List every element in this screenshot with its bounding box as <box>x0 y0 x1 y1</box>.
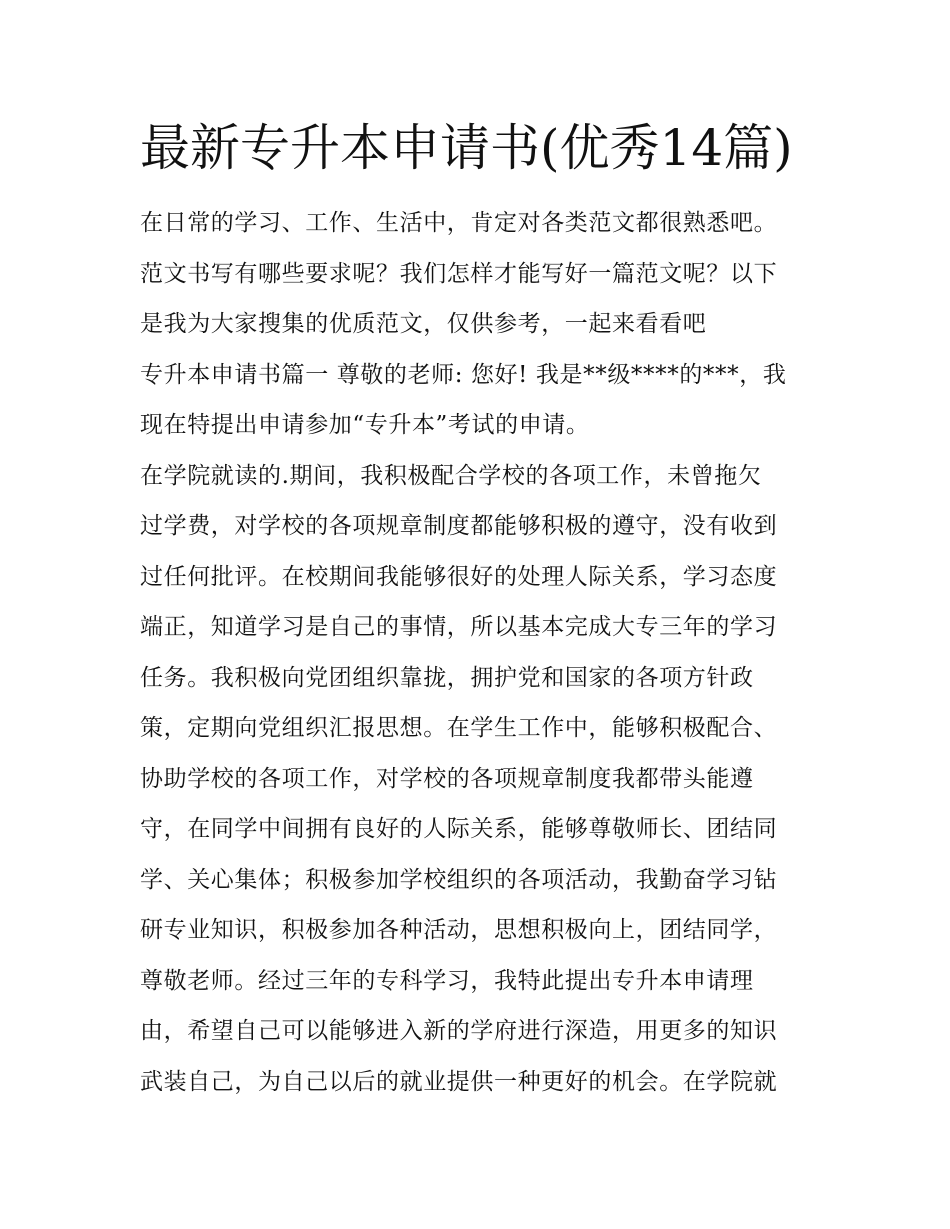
body-line: 策，定期向党组织汇报思想。在学生工作中，能够积极配合、 <box>140 715 778 741</box>
body-line: 在日常的学习、工作、生活中，肯定对各类范文都很熟悉吧。 <box>140 210 778 236</box>
document-title: 最新专升本申请书(优秀14篇) <box>140 119 793 177</box>
body-line: 协助学校的各项工作，对学校的各项规章制度我都带头能遵 <box>140 765 754 792</box>
body-line: 由，希望自己可以能够进入新的学府进行深造，用更多的知识 <box>140 1018 778 1044</box>
body-line: 武装自己，为自己以后的就业提供一种更好的机会。在学院就 <box>140 1068 778 1095</box>
body-line: 任务。我积极向党团组织靠拢，拥护党和国家的各项方针政 <box>140 664 754 691</box>
body-line: 在学院就读的.期间，我积极配合学校的各项工作，未曾拖欠 <box>140 462 762 489</box>
body-line: 范文书写有哪些要求呢？我们怎样才能写好一篇范文呢？以下 <box>140 260 778 287</box>
body-line: 学、关心集体；积极参加学校组织的各项活动，我勤奋学习钻 <box>140 866 778 893</box>
body-line: 专升本申请书篇一 尊敬的老师: 您好! 我是**级****的***，我 <box>140 361 787 388</box>
body-line: 尊敬老师。经过三年的专科学习，我特此提出专升本申请理 <box>140 967 754 994</box>
body-line: 过学费，对学校的各项规章制度都能够积极的遵守，没有收到 <box>140 513 778 539</box>
body-line: 现在特提出申请参加“专升本”考试的申请。 <box>140 412 590 438</box>
body-line: 研专业知识，积极参加各种活动，思想积极向上，团结同学， <box>140 917 778 943</box>
body-line: 守，在同学中间拥有良好的人际关系，能够尊敬师长、团结同 <box>140 816 778 842</box>
body-line: 端正，知道学习是自己的事情，所以基本完成大专三年的学习 <box>140 614 778 640</box>
document-body <box>140 198 820 1107</box>
body-line: 过任何批评。在校期间我能够很好的处理人际关系，学习态度 <box>140 563 778 590</box>
body-line: 是我为大家搜集的优质范文，仅供参考，一起来看看吧 <box>140 311 707 337</box>
